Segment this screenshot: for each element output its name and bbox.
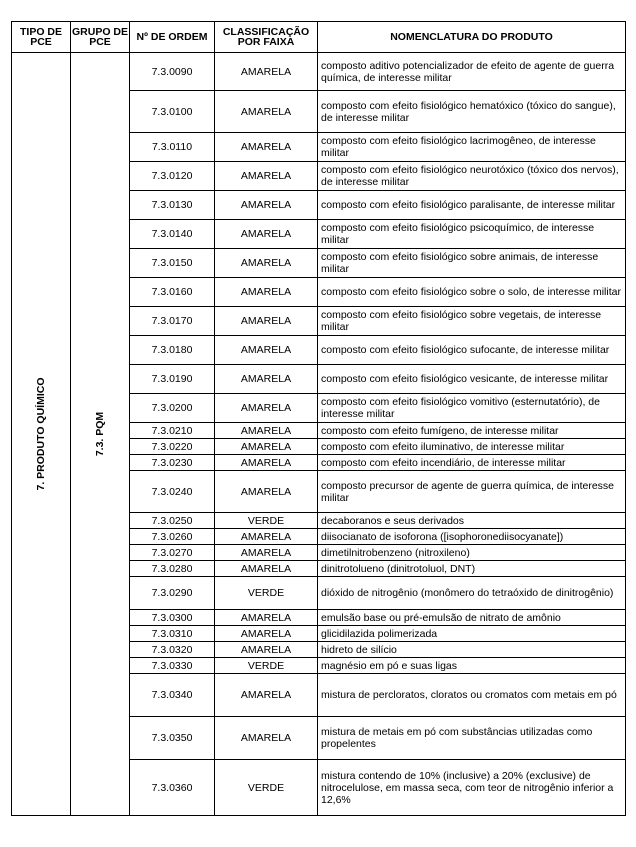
nomenclatura-cell: mistura de percloratos, cloratos ou cromatos com metais em pó <box>318 674 626 717</box>
nomenclatura-cell: dióxido de nitrogênio (monômero do tetraóxido de dinitrogênio) <box>318 577 626 610</box>
ordem-cell: 7.3.0320 <box>130 642 215 658</box>
ordem-cell: 7.3.0310 <box>130 626 215 642</box>
nomenclatura-cell: composto com efeito fisiológico lacrimogêneo, de interesse militar <box>318 133 626 162</box>
faixa-cell: AMARELA <box>215 529 318 545</box>
nomenclatura-cell: composto precursor de agente de guerra química, de interesse militar <box>318 471 626 513</box>
ordem-cell: 7.3.0240 <box>130 471 215 513</box>
faixa-cell: AMARELA <box>215 610 318 626</box>
ordem-cell: 7.3.0120 <box>130 162 215 191</box>
faixa-cell: AMARELA <box>215 162 318 191</box>
nomenclatura-cell: composto com efeito fisiológico vomitivo (esternutatório), de interesse militar <box>318 394 626 423</box>
faixa-cell: AMARELA <box>215 91 318 133</box>
faixa-cell: AMARELA <box>215 642 318 658</box>
nomenclatura-cell: composto com efeito fisiológico sufocante, de interesse militar <box>318 336 626 365</box>
ordem-cell: 7.3.0300 <box>130 610 215 626</box>
header-grupo: GRUPO DE PCE <box>71 22 130 53</box>
faixa-cell: VERDE <box>215 658 318 674</box>
ordem-cell: 7.3.0230 <box>130 455 215 471</box>
nomenclatura-cell: mistura contendo de 10% (inclusive) a 20% (exclusive) de nitrocelulose, em massa seca, com teor de nitrogênio inferior a 12,6% <box>318 760 626 816</box>
grupo-value: 7.3. PQM <box>94 411 106 457</box>
nomenclatura-cell: composto com efeito incendiário, de interesse militar <box>318 455 626 471</box>
tipo-value: 7. PRODUTO QUÍMICO <box>35 377 47 491</box>
nomenclatura-cell: composto com efeito fisiológico paralisante, de interesse militar <box>318 191 626 220</box>
ordem-cell: 7.3.0180 <box>130 336 215 365</box>
header-row <box>12 22 626 53</box>
header-classificacao: CLASSIFICAÇÃO POR FAIXA <box>215 22 318 53</box>
ordem-cell: 7.3.0210 <box>130 423 215 439</box>
faixa-cell: AMARELA <box>215 336 318 365</box>
faixa-cell: AMARELA <box>215 191 318 220</box>
header-tipo: TIPO DE PCE <box>12 22 71 53</box>
faixa-cell: AMARELA <box>215 471 318 513</box>
ordem-cell: 7.3.0190 <box>130 365 215 394</box>
ordem-cell: 7.3.0150 <box>130 249 215 278</box>
faixa-cell: AMARELA <box>215 365 318 394</box>
faixa-cell: AMARELA <box>215 561 318 577</box>
ordem-cell: 7.3.0290 <box>130 577 215 610</box>
nomenclatura-cell: magnésio em pó e suas ligas <box>318 658 626 674</box>
grupo-cell <box>71 53 130 816</box>
faixa-cell: AMARELA <box>215 455 318 471</box>
nomenclatura-cell: composto com efeito fisiológico sobre animais, de interesse militar <box>318 249 626 278</box>
ordem-cell: 7.3.0220 <box>130 439 215 455</box>
ordem-cell: 7.3.0360 <box>130 760 215 816</box>
nomenclatura-cell: composto com efeito fisiológico vesicante, de interesse militar <box>318 365 626 394</box>
nomenclatura-cell: composto com efeito fisiológico sobre vegetais, de interesse militar <box>318 307 626 336</box>
ordem-cell: 7.3.0090 <box>130 53 215 91</box>
faixa-cell: AMARELA <box>215 53 318 91</box>
ordem-cell: 7.3.0270 <box>130 545 215 561</box>
ordem-cell: 7.3.0350 <box>130 717 215 760</box>
faixa-cell: AMARELA <box>215 278 318 307</box>
nomenclatura-cell: dinitrotolueno (dinitrotoluol, DNT) <box>318 561 626 577</box>
ordem-cell: 7.3.0170 <box>130 307 215 336</box>
faixa-cell: AMARELA <box>215 249 318 278</box>
nomenclatura-cell: composto com efeito fisiológico neurotóxico (tóxico dos nervos), de interesse militar <box>318 162 626 191</box>
nomenclatura-cell: composto com efeito iluminativo, de interesse militar <box>318 439 626 455</box>
nomenclatura-cell: emulsão base ou pré-emulsão de nitrato de amônio <box>318 610 626 626</box>
ordem-cell: 7.3.0130 <box>130 191 215 220</box>
ordem-cell: 7.3.0140 <box>130 220 215 249</box>
ordem-cell: 7.3.0250 <box>130 513 215 529</box>
nomenclatura-cell: composto com efeito fumígeno, de interesse militar <box>318 423 626 439</box>
pce-table <box>11 21 626 816</box>
tipo-cell <box>12 53 71 816</box>
ordem-cell: 7.3.0340 <box>130 674 215 717</box>
faixa-cell: AMARELA <box>215 133 318 162</box>
table-body <box>12 53 626 816</box>
faixa-cell: AMARELA <box>215 307 318 336</box>
faixa-cell: AMARELA <box>215 439 318 455</box>
ordem-cell: 7.3.0260 <box>130 529 215 545</box>
faixa-cell: AMARELA <box>215 423 318 439</box>
ordem-cell: 7.3.0330 <box>130 658 215 674</box>
faixa-cell: VERDE <box>215 760 318 816</box>
nomenclatura-cell: composto com efeito fisiológico sobre o solo, de interesse militar <box>318 278 626 307</box>
faixa-cell: VERDE <box>215 577 318 610</box>
header-nomenclatura: NOMENCLATURA DO PRODUTO <box>318 22 626 53</box>
nomenclatura-cell: hidreto de silício <box>318 642 626 658</box>
ordem-cell: 7.3.0100 <box>130 91 215 133</box>
faixa-cell: AMARELA <box>215 674 318 717</box>
faixa-cell: AMARELA <box>215 717 318 760</box>
table-row <box>12 53 626 91</box>
nomenclatura-cell: composto aditivo potencializador de efeito de agente de guerra química, de interesse militar <box>318 53 626 91</box>
faixa-cell: AMARELA <box>215 394 318 423</box>
nomenclatura-cell: dimetilnitrobenzeno (nitroxileno) <box>318 545 626 561</box>
nomenclatura-cell: composto com efeito fisiológico psicoquímico, de interesse militar <box>318 220 626 249</box>
faixa-cell: AMARELA <box>215 626 318 642</box>
nomenclatura-cell: diisocianato de isoforona ([isophoronediisocyanate]) <box>318 529 626 545</box>
ordem-cell: 7.3.0110 <box>130 133 215 162</box>
header-ordem: Nº DE ORDEM <box>130 22 215 53</box>
nomenclatura-cell: decaboranos e seus derivados <box>318 513 626 529</box>
nomenclatura-cell: glicidilazida polimerizada <box>318 626 626 642</box>
nomenclatura-cell: mistura de metais em pó com substâncias utilizadas como propelentes <box>318 717 626 760</box>
faixa-cell: AMARELA <box>215 545 318 561</box>
nomenclatura-cell: composto com efeito fisiológico hematóxico (tóxico do sangue), de interesse militar <box>318 91 626 133</box>
faixa-cell: AMARELA <box>215 220 318 249</box>
ordem-cell: 7.3.0200 <box>130 394 215 423</box>
ordem-cell: 7.3.0160 <box>130 278 215 307</box>
faixa-cell: VERDE <box>215 513 318 529</box>
ordem-cell: 7.3.0280 <box>130 561 215 577</box>
